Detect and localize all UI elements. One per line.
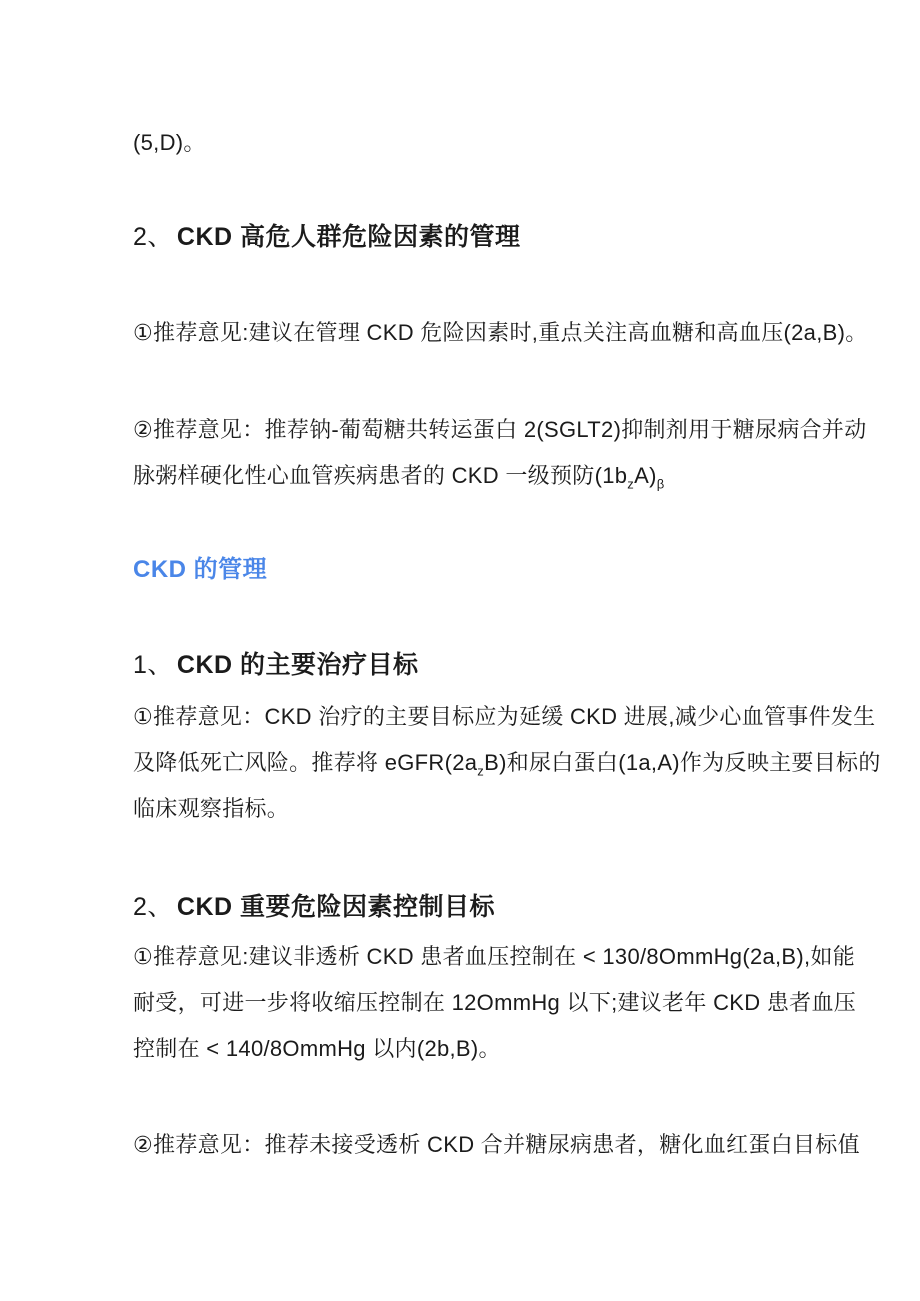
paragraph-rec1-goals: [133, 694, 881, 832]
subscript-beta: β: [656, 476, 665, 492]
paragraph-rec2-sglt2: [133, 407, 867, 499]
paragraph-grade-fragment: [133, 120, 206, 166]
text-line: ②推荐意见：推荐未接受透析 CKD 合并糖尿病患者，糖化血红蛋白目标值: [133, 1132, 860, 1157]
text-line: ①推荐意见:建议非透析 CKD 患者血压控制在 < 130/8OmmHg(2a,B),如能: [133, 944, 856, 969]
text-line: ①推荐意见：CKD 治疗的主要目标应为延缓 CKD 进展,减少心血管事件发生: [133, 704, 876, 729]
text-line: (5,D)。: [133, 130, 206, 155]
heading-title: CKD 重要危险因素控制目标: [176, 893, 496, 921]
subscript-z: z: [477, 763, 485, 779]
paragraph-rec1-bloodpressure: [133, 934, 856, 1072]
heading-number: 2、: [133, 893, 173, 921]
text-line: ②推荐意见：推荐钠-葡萄糖共转运蛋白 2(SGLT2)抑制剂用于糖尿病合并动: [133, 417, 867, 442]
heading-riskfactor-targets: [133, 884, 495, 930]
text-line: ①推荐意见:建议在管理 CKD 危险因素时,重点关注高血糖和高血压(2a,B)。: [133, 320, 868, 345]
text-segment: 及降低死亡风险。推荐将 eGFR(2a: [133, 750, 478, 775]
chapter-heading-ckd-management: [133, 547, 267, 593]
subscript-z: z: [627, 476, 635, 492]
heading-title: CKD 高危人群危险因素的管理: [176, 223, 521, 251]
heading-number: 1、: [133, 651, 173, 679]
heading-treatment-goals: [133, 642, 419, 688]
heading-number: 2、: [133, 223, 173, 251]
text-segment: B)和尿白蛋白(1a,A)作为反映主要目标的: [484, 750, 881, 775]
heading-title: CKD 的主要治疗目标: [176, 651, 419, 679]
text-line: [133, 453, 867, 499]
text-line: 控制在 < 140/8OmmHg 以内(2b,B)。: [133, 1036, 501, 1061]
text-segment: A): [634, 463, 657, 488]
text-line: 耐受，可进一步将收缩压控制在 12OmmHg 以下;建议老年 CKD 患者血压: [133, 990, 857, 1015]
text-line: [133, 740, 881, 786]
heading-title: CKD 的管理: [133, 556, 268, 583]
heading-ckd-highrisk-management: [133, 214, 521, 260]
text-segment: 脉粥样硬化性心血管疾病患者的 CKD 一级预防(1b: [133, 463, 628, 488]
text-line: 临床观察指标。: [133, 796, 290, 821]
paragraph-rec2-hba1c: [133, 1122, 860, 1168]
paragraph-rec1-highrisk: [133, 310, 868, 356]
